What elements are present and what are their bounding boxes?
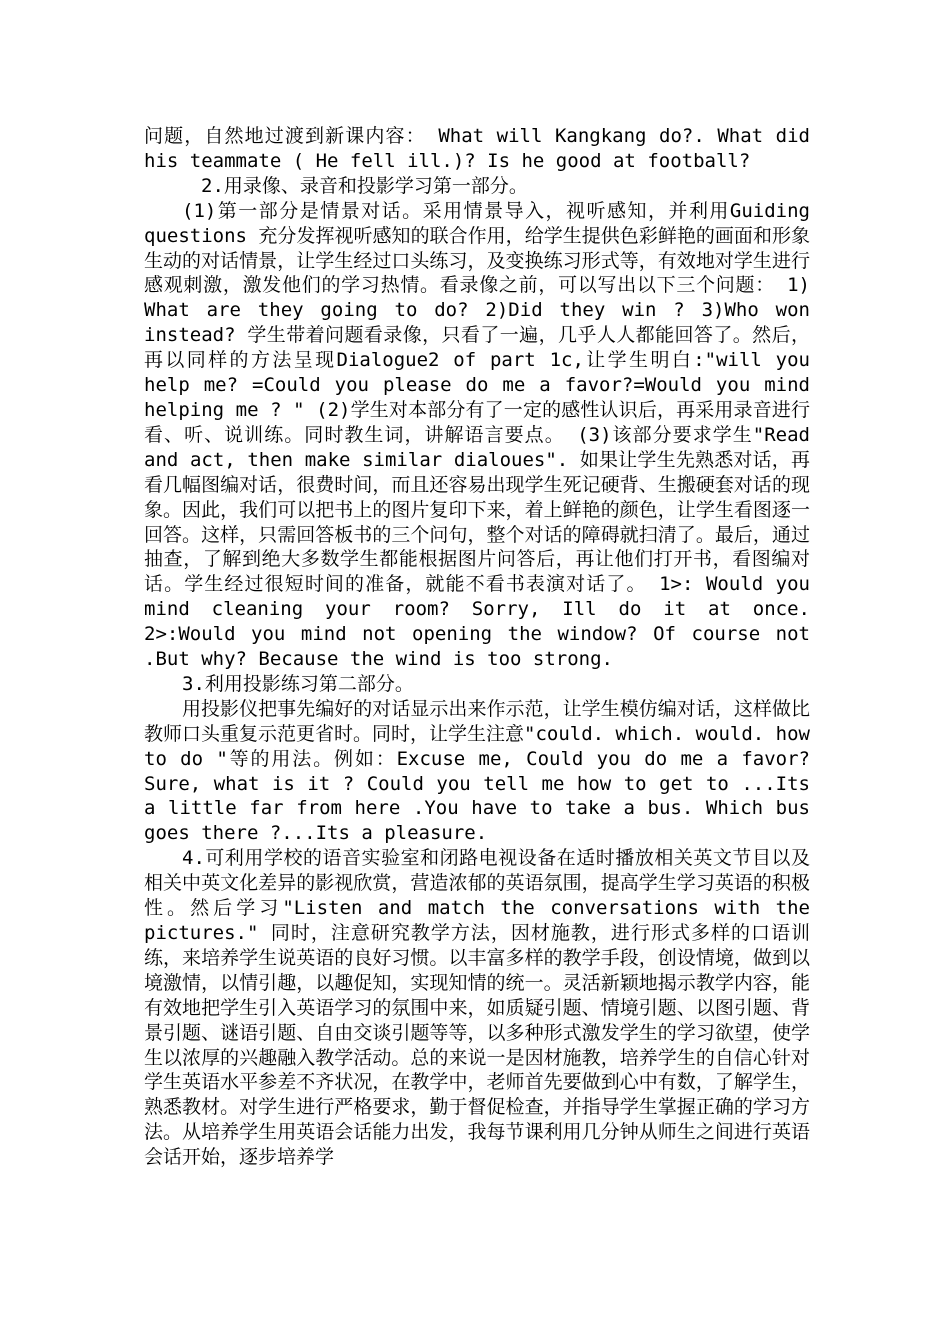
paragraph-part-one: (1)第一部分是情景对话。采用情景导入，视听感知，并利用Guiding questions 充分发挥视听感知的联合作用，给学生提供色彩鲜艳的画面和形象生动的对话情景，让学生经过口头练习，及变换练习形式等，有效地对学生进行感观刺激，激发他们的学习热情。看录像之前，可以写出以下三个问题： 1) What are they going to do? 2)Did they win ? 3)Who won instead? 学生带着问题看录像，只看了一遍，几乎人人都能回答了。然后，再以同样的方法呈现Dialogue2 of part 1c,让学生明白:"will you help me? =Could you please do me a favor?=Would you mind helping me ? " (2)学生对本部分有了一定的感性认识后，再采用录音进行看、听、说训练。同时教生词，讲解语言要点。 (3)该部分要求学生"Read and act, then make similar dialoues". 如果让学生先熟悉对话，再看几幅图编对话，很费时间，而且还容易出现学生死记硬背、生搬硬套对话的现象。因此，我们可以把书上的图片复印下来，着上鲜艳的颜色，让学生看图逐一回答。这样，只需回答板书的三个问句，整个对话的障碍就扫清了。最后，通过抽查，了解到绝大多数学生都能根据图片问答后，再让他们打开书，看图编对话。学生经过很短时间的准备，就能不看书表演对话了。 1>: Would you mind cleaning your room? Sorry, Ill do it at once. 2>:Would you mind not opening the window? Of course not .But why? Because the wind is too strong. [144,199,810,671]
heading-step-3: 3.利用投影练习第二部分。 [182,672,414,695]
paragraph-part-two: 用投影仪把事先编好的对话显示出来作示范，让学生模仿编对话，这样做比教师口头重复示范更省时。同时，让学生注意"could. which. would. how to do "等的用法。例如：Excuse me, Could you do me a favor? Sure, what is it ? Could you tell me how to get to ...Its a little far from here .You have to take a bus. Which bus goes there ?...Its a pleasure. [144,697,810,845]
document-page [144,124,810,1170]
paragraph-step-4: 4.可利用学校的语音实验室和闭路电视设备在适时播放相关英文节目以及相关中英文化差异的影视欣赏，营造浓郁的英语氛围，提高学生学习英语的积极性。然后学习"Listen and match the conversations with the pictures." 同时，注意研究教学方法，因材施教，进行形式多样的口语训练，来培养学生说英语的良好习惯。以丰富多样的教学手段，创设情境，做到以境激情，以情引趣，以趣促知，实现知情的统一。灵活新颖地揭示教学内容，能有效地把学生引入英语学习的氛围中来，如质疑引题、情境引题、以图引题、背景引题、谜语引题、自由交谈引题等等，以多种形式激发学生的学习欲望，使学生以浓厚的兴趣融入教学活动。总的来说一是因材施教，培养学生的自信心针对学生英语水平参差不齐状况，在教学中，老师首先要做到心中有数，了解学生，熟悉教材。对学生进行严格要求，勤于督促检查，并指导学生掌握正确的学习方法。从培养学生用英语会话能力出发，我每节课利用几分钟从师生之间进行英语会话开始，逐步培养学 [144,847,810,1169]
heading-step-2: 2.用录像、录音和投影学习第一部分。 [201,174,528,197]
paragraph-intro-questions: 问题，自然地过渡到新课内容： What will Kangkang do?. What did his teammate ( He fell ill.)? Is he good at football? [144,125,810,172]
